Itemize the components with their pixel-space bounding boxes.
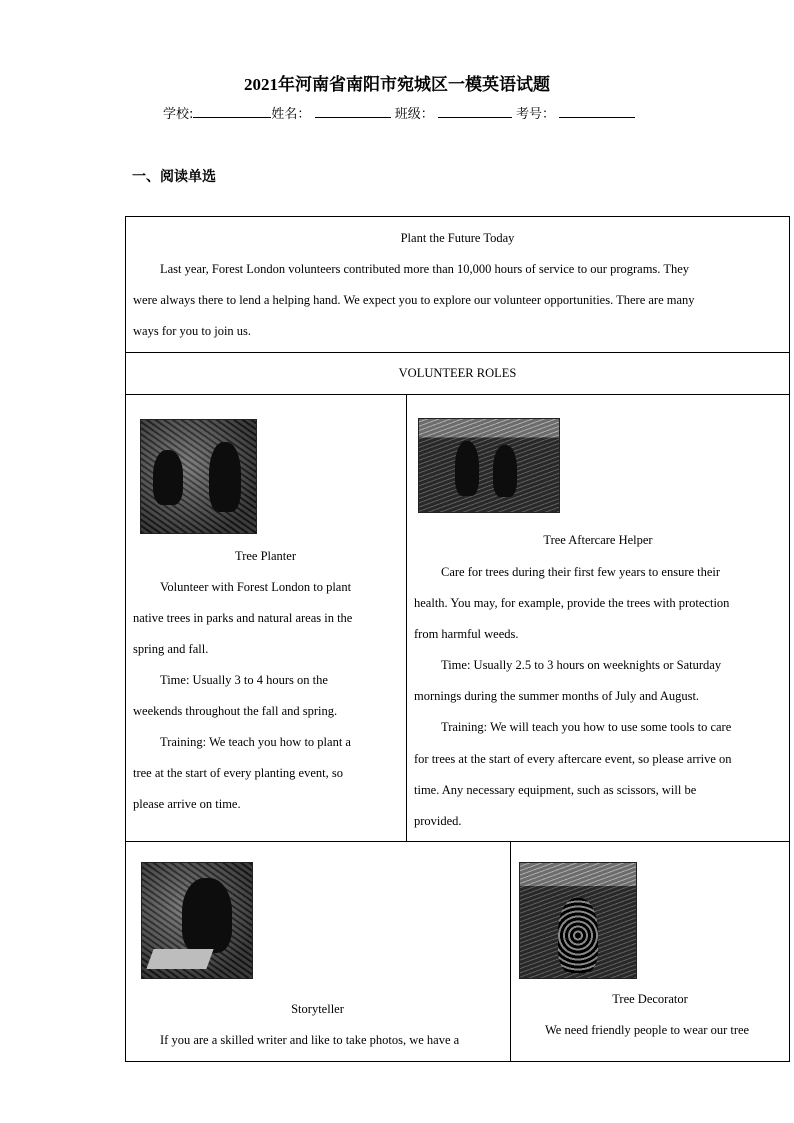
role-line: Care for trees during their first few years to ensure their bbox=[441, 565, 721, 579]
role-line: native trees in parks and natural areas in the bbox=[133, 611, 353, 625]
volunteers-watering-photo bbox=[418, 418, 560, 513]
role-line: provided. bbox=[414, 814, 462, 828]
student-info-fields bbox=[163, 103, 635, 122]
person-figure bbox=[153, 450, 183, 505]
role-line: for trees at the start of every aftercare event, so please arrive on bbox=[414, 752, 732, 766]
class-blank[interactable] bbox=[438, 105, 512, 118]
school-blank[interactable] bbox=[193, 105, 271, 118]
section-heading: 一、阅读单选 bbox=[132, 169, 216, 185]
table-divider bbox=[510, 841, 511, 1062]
laptop-shape bbox=[146, 949, 213, 969]
intro-line: were always there to lend a helping hand. We expect you to explore our volunteer opportunities. There are many bbox=[133, 293, 695, 307]
role-line: Volunteer with Forest London to plant bbox=[160, 580, 352, 594]
article-heading: Plant the Future Today bbox=[400, 231, 515, 245]
name-label: 姓名： bbox=[271, 107, 311, 122]
role-line: please arrive on time. bbox=[133, 797, 241, 811]
role-title: Storyteller bbox=[291, 1002, 344, 1016]
page-title: 2021年河南省南阳市宛城区一模英语试题 bbox=[244, 75, 550, 94]
number-blank[interactable] bbox=[559, 105, 635, 118]
tree-costume-photo bbox=[519, 862, 637, 979]
role-line: Time: Usually 2.5 to 3 hours on weeknights or Saturday bbox=[441, 658, 722, 672]
table-divider bbox=[406, 394, 407, 841]
role-line: spring and fall. bbox=[133, 642, 209, 656]
school-label: 学校: bbox=[163, 107, 194, 122]
person-figure bbox=[455, 441, 479, 496]
role-line: If you are a skilled writer and like to take photos, we have a bbox=[160, 1033, 460, 1047]
writer-laptop-photo bbox=[141, 862, 253, 979]
table-divider bbox=[125, 841, 790, 842]
role-line: weekends throughout the fall and spring. bbox=[133, 704, 338, 718]
role-line: Time: Usually 3 to 4 hours on the bbox=[160, 673, 328, 687]
role-title: Tree Decorator bbox=[612, 992, 688, 1006]
role-line: Training: We will teach you how to use some tools to care bbox=[441, 720, 732, 734]
role-line: Training: We teach you how to plant a bbox=[160, 735, 351, 749]
intro-line: Last year, Forest London volunteers contributed more than 10,000 hours of service to our programs. They bbox=[160, 262, 690, 276]
person-figure bbox=[209, 442, 241, 512]
costume-figure bbox=[558, 898, 598, 973]
role-title: Tree Planter bbox=[235, 549, 296, 563]
role-title: Tree Aftercare Helper bbox=[543, 533, 653, 547]
table-divider bbox=[125, 394, 790, 395]
roles-heading: VOLUNTEER ROLES bbox=[398, 366, 517, 380]
role-line: mornings during the summer months of July and August. bbox=[414, 689, 700, 703]
role-line: tree at the start of every planting event, so bbox=[133, 766, 343, 780]
class-label: 班级： bbox=[394, 107, 434, 122]
person-figure bbox=[182, 878, 232, 953]
person-figure bbox=[493, 445, 517, 497]
role-line: health. You may, for example, provide the trees with protection bbox=[414, 596, 730, 610]
role-line: We need friendly people to wear our tree bbox=[545, 1023, 750, 1037]
name-blank[interactable] bbox=[315, 105, 391, 118]
intro-line: ways for you to join us. bbox=[133, 324, 252, 338]
volunteers-planting-photo bbox=[140, 419, 257, 534]
table-divider bbox=[125, 352, 790, 353]
number-label: 考号： bbox=[515, 107, 555, 122]
role-line: from harmful weeds. bbox=[414, 627, 519, 641]
role-line: time. Any necessary equipment, such as scissors, will be bbox=[414, 783, 697, 797]
